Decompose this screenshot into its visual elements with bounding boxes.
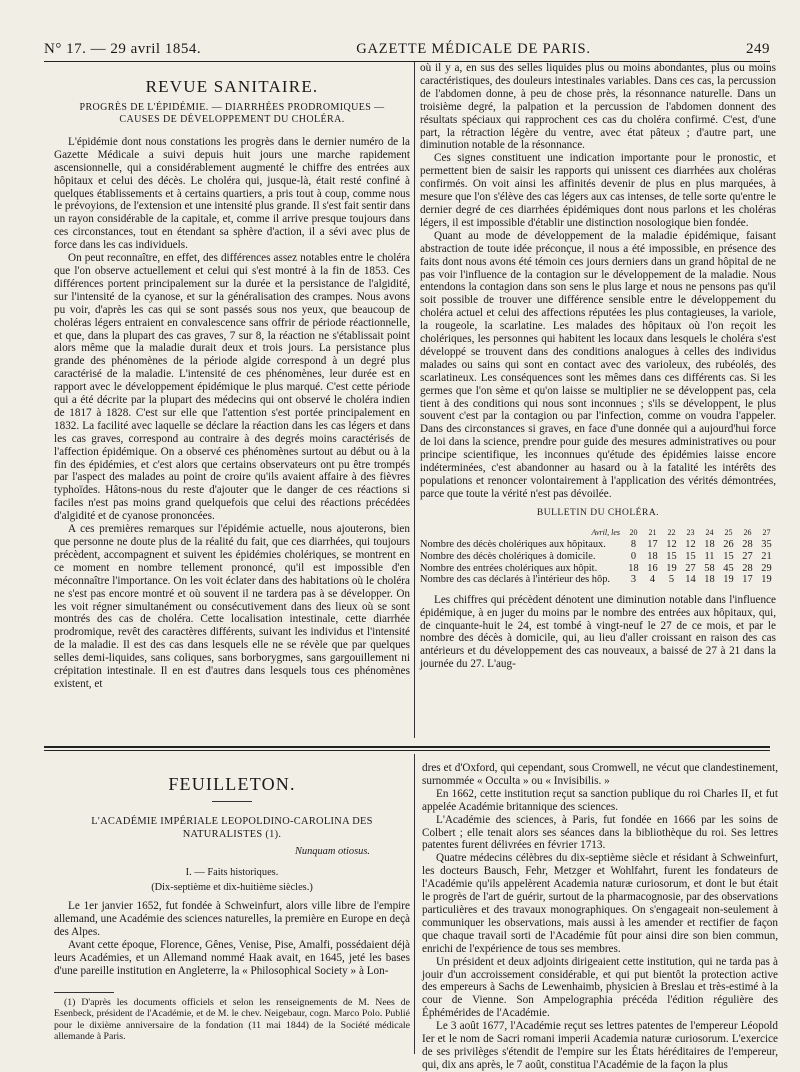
revue-paragraph: Ces signes constituent une indication importante pour le pronostic, et permettent bien de saisir les rapports qui unissent ces diarrhées aux choléras confirmés. On voit ainsi les affinités devenir de plus en plus marquées, à mesure que l'on s'élève des cas légers aux cas intenses, de telle sorte qu'entre le dernier degré de ces diarrhées épidémiques dont nous parlons et les choléras légers, il est impossible d'établir une distinction nosologique bien fondée. xyxy=(420,152,776,229)
bulletin-cell: 17 xyxy=(647,539,658,551)
bulletin-title: BULLETIN DU CHOLÉRA. xyxy=(536,507,660,518)
bulletin-cell: 28 xyxy=(742,539,753,551)
bulletin-day: 25 xyxy=(724,527,733,537)
bulletin-cell: 18 xyxy=(704,539,715,551)
academy-heading: L'ACADÉMIE IMPÉRIALE LEOPOLDINO-CAROLINA DES NATURALISTES (1). xyxy=(91,815,373,840)
feuilleton-title: FEUILLETON. xyxy=(168,774,296,794)
revue-paragraph: On peut reconnaître, en effet, des différences assez notables entre le choléra que l'on observe actuellement et celui qui s'est montré à la fin de 1853. Ces différences portent principalement sur la durée et la persistance de l'algidité, sur l'intensité de la cyanose, et sur la généralisation des crampes. Nous avons pu voir, d'après les cas qui se sont passés sous nos yeux, que beaucoup de choléras légers entraient en convalescence sans offrir de période réactionnelle, et que, dans la plupart des cas graves, 7 sur 8, la réaction ne s'établissait point alors même que la maladie durait deux et trois jours. La persistance plus grande des phénomènes de la période algide correspond à un degré plus caractérisé de la maladie. L'intensité de ces phénomènes, leur durée est en rapport avec le développement épidémique le plus marqué. C'est cette période qui a été décrite par la plupart des médecins qui ont observé le choléra indien de 1817 à 1828. C'est sur elle que l'attention s'est portée principalement en 1832. La facilité avec laquelle se déclare la réaction dans les cas légers et dans les cas graves, correspond au contraire à des degrés moins caractérisés de l'affection épidémique. On a observé ces phénomènes surtout au début ou à la fin des épidémies, et c'est alors que certains observateurs ont pu être trompés par l'aspect des malades au point de croire qu'ils avaient affaire à des fièvres typhoïdes. Hâtons-nous du reste d'ajouter que le danger de ces réactions si faciles n'est pas moins grand quelquefois que celui des réactions précédées d'algidité et de cyanose prononcées. xyxy=(54,252,410,523)
bulletin-day: 27 xyxy=(762,527,771,537)
bulletin-cell: 18 xyxy=(704,574,715,586)
page-header xyxy=(44,36,770,58)
revue-paragraph: Les chiffres qui précèdent dénotent une diminution notable dans l'influence épidémique, à en juger du moins par le nombre des entrées aux hôpitaux, qui, de cinquante-huit le 24, est tombé à vingt-neuf le 27 de ce mois, et par le nombre des décès à domicile, qui, au lieu d'aller croissant en raison des cas antérieurs et du développement des cas nouveaux, a baissé de 27 à 21 dans la journée du 27. L'aug- xyxy=(420,593,776,671)
bulletin-cell: 12 xyxy=(666,539,677,551)
column-divider xyxy=(414,62,415,738)
page-number: 249 xyxy=(746,41,770,57)
bulletin-cell: 35 xyxy=(761,539,772,551)
bulletin-cell: 18 xyxy=(647,550,658,562)
feuilleton-right-column xyxy=(422,762,778,1071)
bulletin-row xyxy=(420,551,776,563)
bulletin-cell: 3 xyxy=(630,574,637,586)
journal-title: GAZETTE MÉDICALE DE PARIS. xyxy=(356,41,591,57)
issue-number: N° 17. — 29 avril 1854. xyxy=(44,41,202,57)
bulletin-cell: 15 xyxy=(685,550,696,562)
revue-paragraph: A ces premières remarques sur l'épidémie actuelle, nous ajouterons, bien que personne ne doute plus de la réalité du fait, que ces diarrhées, qui toujours précèdent, accompagnent et suivent les épidémies cholériques, se montrent en ce moment en nombre tellement prononcé, qu'il est impossible d'en méconnaître l'importance. On les voit éclater dans des habitations où le choléra ne s'est pas encore montré et où souvent il ne tardera pas à se développer. On les voit régner simultanément ou consécutivement dans des lieux où se sont montrés des cas de choléra. Cette localisation intestinale, cette diarrhée prodromique, revêt des caractères différents, suivant les individus et l'intensité de la maladie. Il est des cas dans lesquels elle ne se révèle que par quelques selles demi-liquides, sans coliques, sans borborygmes, sans gargouillement ni crépitation intestinale. Il en est d'autres dans lesquels tous ces phénomènes existent, et xyxy=(54,523,410,690)
feuilleton-paragraph: Le 3 août 1677, l'Académie reçut ses lettres patentes de l'empereur Léopold Ier et le nom de Sacri romani imperii Academia naturæ curiosorum. L'exercice de ses privilèges s'étendit de l'empire sur les États héréditaires de l'empereur, qui, dix ans après, le 7 août, constitua l'Académie de la façon la plus xyxy=(422,1020,778,1071)
bulletin-cell: 26 xyxy=(723,539,734,551)
bulletin-cell: 58 xyxy=(704,562,715,574)
feuilleton-left-column xyxy=(54,762,410,1054)
bulletin-cell: 19 xyxy=(666,562,677,574)
bulletin-cell: 12 xyxy=(685,539,696,551)
revue-subtitle-line: PROGRÈS DE L'ÉPIDÉMIE. — DIARRHÉES PRODROMIQUES — xyxy=(79,101,385,113)
bulletin-cell: 0 xyxy=(630,550,637,562)
bulletin-table xyxy=(420,526,776,586)
feuilleton-paragraph: L'Académie des sciences, à Paris, fut fondée en 1666 par les soins de Colbert ; elle tenait alors ses séances dans la bibliothèque du roi. Ses lettres patentes furent délivrées en février 1713. xyxy=(422,813,778,852)
bulletin-row-label: Nombre des décès cholériques aux hôpitaux. xyxy=(420,539,606,551)
bulletin-day: 26 xyxy=(743,527,752,537)
bulletin-month-label: Avril, les xyxy=(591,527,620,537)
bulletin-cell: 11 xyxy=(704,550,715,562)
motto: Nunquam otiosus. xyxy=(294,845,370,857)
bulletin-day: 23 xyxy=(686,527,695,537)
bulletin-cell: 45 xyxy=(723,562,734,574)
bulletin-cell: 15 xyxy=(666,550,677,562)
revue-title: REVUE SANITAIRE. xyxy=(145,77,319,96)
bulletin-row-label: Nombre des cas déclarés à l'intérieur des hôp. xyxy=(420,574,610,586)
bulletin-cell: 17 xyxy=(742,574,753,586)
bulletin-cell: 16 xyxy=(647,562,658,574)
revue-subtitle xyxy=(54,102,410,126)
feuilleton-rule xyxy=(44,746,770,748)
bulletin-cell: 8 xyxy=(630,539,637,551)
chapter-subheading: (Dix-septième et dix-huitième siècles.) xyxy=(151,881,313,893)
feuilleton-paragraph: Quatre médecins célèbres du dix-septième siècle et résidant à Schweinfurt, les docteurs Bausch, Fehr, Metzger et Wohlfahrt, furent les fondateurs de l'Académie qu'ils appelèrent Academia naturæ curiosorum, et dont le but était le progrès de l'art de guérir, surtout de la pharmacognosie, par des observations particulières et des travaux monographiques. On s'engageait non-seulement à communiquer les observations, mais aussi à les amender et rectifier de façon que chaque travail sorti de l'Académie fût pour ainsi dire son bien commun, enrichi de l'expérience de tous ses membres. xyxy=(422,852,778,955)
bulletin-cell: 4 xyxy=(649,574,656,586)
bulletin-cell: 5 xyxy=(668,574,675,586)
revue-right-column xyxy=(420,62,776,740)
bulletin-day: 20 xyxy=(629,527,638,537)
feuilleton-paragraph: En 1662, cette institution reçut sa sanction publique du roi Charles II, et fut appelée Académie britannique des sciences. xyxy=(422,787,778,813)
bulletin-cell: 27 xyxy=(742,550,753,562)
revue-paragraph: Quant au mode de développement de la maladie épidémique, faisant abstraction de toute idée préconçue, il nous a été impossible, en présence des faits dont nous avons été témoin ces jours derniers dans un grand hôpital de ne pas voir l'influence de la contagion sur le développement de la maladie. Nous entendons la contagion dans son sens le plus large et nous ne pensons pas qu'il soit possible de trouver une différence sensible entre le développement du choléra actuel et celui des affections réputées les plus contagieuses, la variole, la rougeole, la scarlatine. Les malades des hôpitaux où l'on reçoit les cholériques, les personnes qui habitent les locaux dans lesquels le choléra s'est développé se trouvent dans des conditions analogues à celles des individus malades ou sains qui sont en contact avec des varioleux, des rubéolés, des scarlatineux. Les conséquences sont les mêmes dans ces différents cas. Si les germes que l'on sème et qu'on laisse se multiplier ne se développent pas, cela tient à des conditions qui nous sont inconnues ; s'ils se développent, le plus souvent c'est par la contagion ou par l'infection, comme on voudra l'appeler. Dans des circonstances si graves, en face d'une donnée qui a aujourd'hui force de loi dans la science, prendre pour guide des mesures administratives ou pour principe scientifique, les inconnues qu'étude des épidémies laisse encore indéterminées, c'est abandonner au hasard ou à la fatalité les intérêts des populations et renoncer volontairement à l'application des vérités démontrées, parce que toute la vérité n'est pas dévoilée. xyxy=(420,229,776,500)
bulletin-day: 22 xyxy=(667,527,676,537)
revue-paragraph: L'épidémie dont nous constations les progrès dans le dernier numéro de la Gazette Médicale a suivi depuis huit jours une marche rapidement ascensionnelle, qui a considérablement augmenté le chiffre des entrées aux hôpitaux et celui des décès. Le choléra qui, jusque-là, était resté confiné à quelques établissements et à certains quartiers, a pris tout à coup, comme nous le prévoyions, de l'extension et une intensité plus grande. Il s'est fait sentir dans un rayon considérable de la capitale, et, comme il arrive presque toujours dans ces circonstances, tout en étendant sa sphère d'action, il a sévi avec plus de force dans les cas individuels. xyxy=(54,135,410,252)
feuilleton-paragraph: Le 1er janvier 1652, fut fondée à Schweinfurt, alors ville libre de l'empire allemand, une Académie des sciences naturelles, la première en Europe en deçà des Alpes. xyxy=(54,900,410,939)
feuilleton-paragraph: dres et d'Oxford, qui cependant, sous Cromwell, ne vécut que clandestinement, surnommée « Occulta » ou « Invisibilis. » xyxy=(422,762,778,787)
bulletin-cell: 14 xyxy=(685,574,696,586)
bulletin-row-label: Nombre des entrées cholériques aux hôpit. xyxy=(420,562,598,574)
feuilleton-paragraph: Un président et deux adjoints dirigeaient cette institution, qui ne tarda pas à jouir d'un accroissement considérable, et qui put bientôt la protection active des empereurs à Sachs de Lewenhaimb, physicien à Breslau et très-estimé à la cour de Vienne. Son Ampelographia précéda l'édition régulière des Éphémérides de l'Académie. xyxy=(422,955,778,1020)
revue-left-column xyxy=(54,75,410,735)
bulletin-day: 24 xyxy=(705,527,714,537)
bulletin-cell: 21 xyxy=(761,550,772,562)
bulletin-row-label: Nombre des décès cholériques à domicile. xyxy=(420,550,596,562)
bulletin-cell: 28 xyxy=(742,562,753,574)
feuilleton-rule-thin xyxy=(44,750,770,751)
title-underline xyxy=(212,801,252,802)
bulletin-row xyxy=(420,574,776,586)
footnote-rule xyxy=(54,992,114,993)
bulletin-cell: 29 xyxy=(761,562,772,574)
chapter-heading: I. — Faits historiques. xyxy=(185,866,279,878)
bulletin-row xyxy=(420,563,776,575)
footnote-text: (1) D'après les documents officiels et selon les renseignements de M. Nees de Esenbeck, président de l'Académie, et de M. le chev. Neigebaur, cogn. Marco Polo. Publié pour le dixième anniversaire de la fondation (11 mai 1844) de la Société médicale allemande à Paris. xyxy=(54,996,410,1043)
revue-subtitle-line: CAUSES DE DÉVELOPPEMENT DU CHOLÉRA. xyxy=(119,113,345,125)
bulletin-cell: 18 xyxy=(628,562,639,574)
bulletin-day: 21 xyxy=(648,527,657,537)
bulletin-cell: 15 xyxy=(723,550,734,562)
revue-paragraph: où il y a, en sus des selles liquides plus ou moins abondantes, plus ou moins caractéristiques, des douleurs intestinales variables. Dans ces cas, la percussion de l'abdomen donne, à peu de chose près, la résonnance naturelle. Dans un troisième degré, la palpation et la percussion de l'abdomen donnent des résultats spéciaux qui rapprochent ces cas du choléra confirmé. C'est, d'une part, la rétraction légère du ventre, avec état pâteux ; d'autre part, une diminution notable de la résonnance. xyxy=(420,62,776,152)
bulletin-cell: 27 xyxy=(685,562,696,574)
feuilleton-paragraph: Avant cette époque, Florence, Gênes, Venise, Pise, Amalfi, possédaient déjà leurs Académies, et un Allemand nommé Haak avait, en 1645, jeté les bases d'une pareille institution en Angleterre, la « Philosophical Society » à Lon- xyxy=(54,939,410,977)
bulletin-row xyxy=(420,539,776,551)
bulletin-cell: 19 xyxy=(761,574,772,586)
bulletin-cell: 19 xyxy=(723,574,734,586)
feuilleton-column-divider xyxy=(414,754,415,1054)
footnote xyxy=(54,997,410,1043)
